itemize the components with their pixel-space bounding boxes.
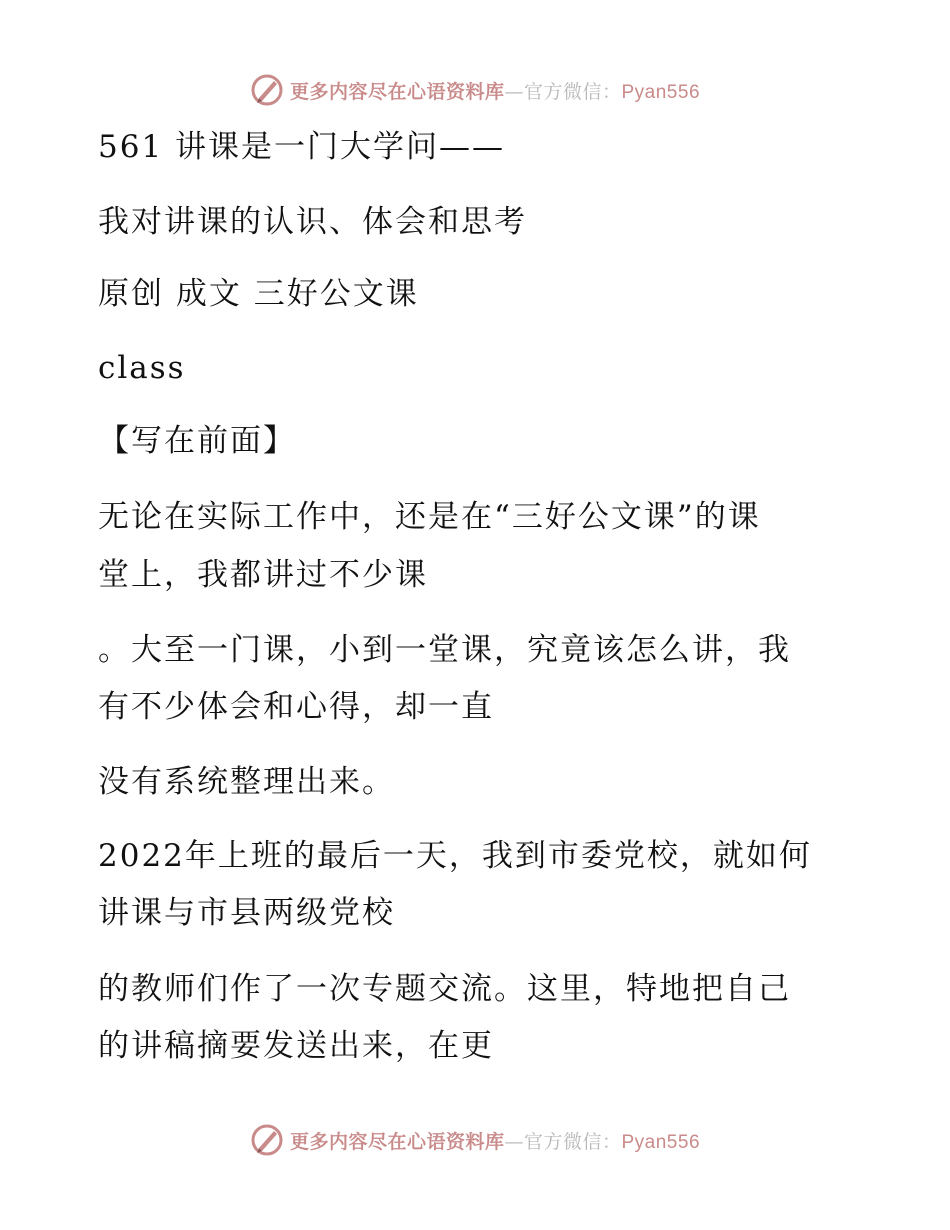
doc-line: 没有系统整理出来。 xyxy=(98,764,395,800)
header-banner-wechat-label: 官方微信： xyxy=(523,80,622,103)
doc-line: class xyxy=(98,350,186,386)
doc-line: 的教师们作了一次专题交流。这里，特地把自己 xyxy=(98,971,791,1007)
doc-line: 。大至一门课，小到一堂课，究竟该怎么讲，我 xyxy=(98,632,791,668)
pen-logo-icon xyxy=(250,1123,284,1157)
header-banner-dash: — xyxy=(504,80,524,103)
footer-banner-wechat-label: 官方微信： xyxy=(523,1130,622,1153)
doc-line: 讲课与市县两级党校 xyxy=(98,895,395,931)
doc-line: 我对讲课的认识、体会和思考 xyxy=(98,204,527,240)
footer-banner-text xyxy=(290,1127,700,1154)
pen-logo-icon xyxy=(250,73,284,107)
footer-banner-wechat-handle: Pyan556 xyxy=(621,1131,701,1153)
doc-line: 561 讲课是一门大学问—— xyxy=(98,129,506,165)
doc-line: 的讲稿摘要发送出来，在更 xyxy=(98,1028,494,1064)
doc-line: 堂上，我都讲过不少课 xyxy=(98,557,428,593)
doc-line: 无论在实际工作中，还是在“三好公文课”的课 xyxy=(98,499,761,535)
header-banner xyxy=(0,70,950,110)
header-banner-main: 更多内容尽在心语资料库 xyxy=(289,80,505,103)
doc-line: 有不少体会和心得，却一直 xyxy=(98,689,494,725)
doc-line: 2022年上班的最后一天，我到市委党校，就如何 xyxy=(98,838,812,874)
footer-banner-main: 更多内容尽在心语资料库 xyxy=(289,1130,505,1153)
header-banner-text xyxy=(290,77,700,104)
footer-banner xyxy=(0,1120,950,1160)
footer-banner-dash: — xyxy=(504,1130,524,1153)
doc-line: 【写在前面】 xyxy=(98,423,296,459)
header-banner-wechat-handle: Pyan556 xyxy=(621,81,701,103)
doc-line: 原创 成文 三好公文课 xyxy=(98,276,419,312)
